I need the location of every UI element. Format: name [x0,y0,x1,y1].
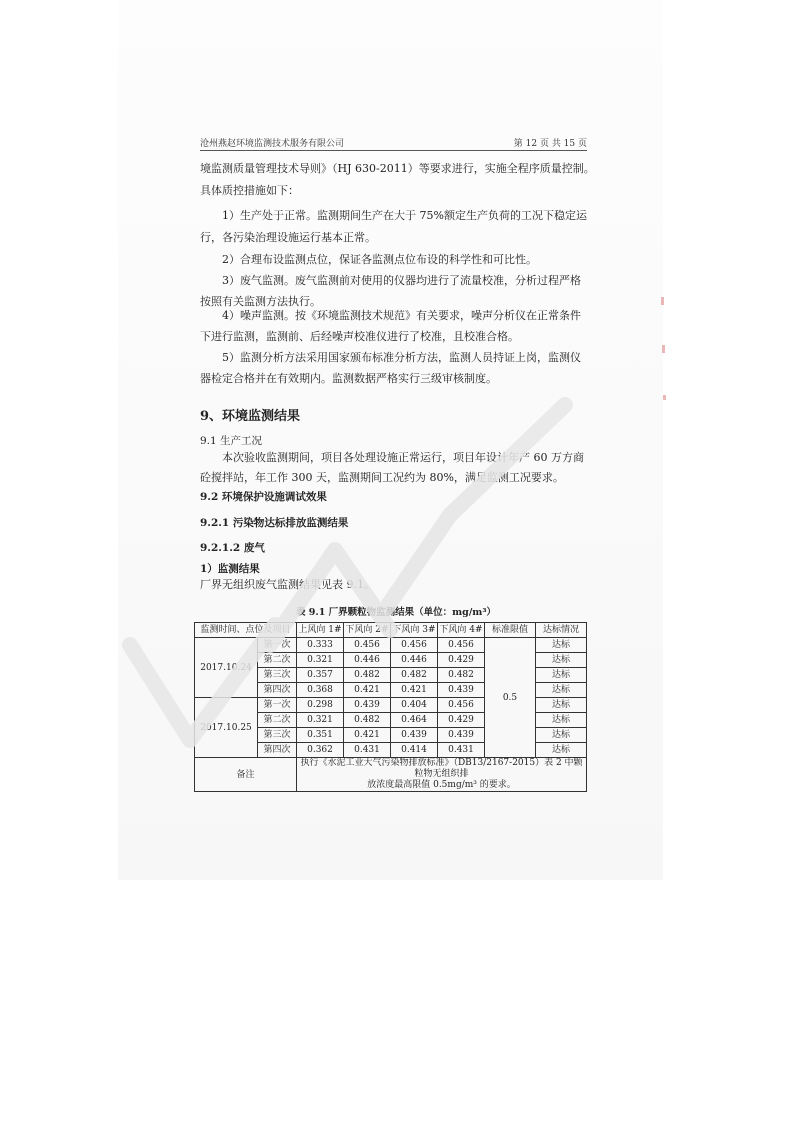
value-cell: 0.439 [438,683,485,698]
table-intro: 厂界无组织废气监测结果见表 9.1。 [200,578,375,591]
status-cell: 达标 [536,698,587,713]
header-cell: 监测时间、点位及项目 [195,623,297,638]
measure-2-line-1: 2）合理布设监测点位，保证各监测点位布设的科学性和可比性。 [222,253,537,266]
value-cell: 0.482 [344,668,391,683]
value-cell: 0.321 [297,713,344,728]
value-cell: 0.456 [438,638,485,653]
measure-5-line-1: 5）监测分析方法采用国家颁布标准分析方法，监测人员持证上岗，监测仪 [222,351,581,364]
value-cell: 0.298 [297,698,344,713]
remark-line-1: 执行《水泥工业大气污染物排放标准》（DB13/2167-2015）表 2 中颗粒物无组织排 [300,758,583,779]
remark-line-2: 放浓度最高限值 0.5mg/m³ 的要求。 [367,780,516,790]
value-cell: 0.414 [391,743,438,758]
value-cell: 0.421 [391,683,438,698]
run-cell: 第四次 [258,743,297,758]
value-cell: 0.351 [297,728,344,743]
run-cell: 第三次 [258,728,297,743]
section-9-2-heading: 9.2 环境保护设施调试效果 [200,491,327,503]
header-cell: 达标情况 [536,623,587,638]
run-cell: 第一次 [258,638,297,653]
scan-mark [661,297,664,305]
value-cell: 0.456 [344,638,391,653]
section-9-1-heading: 9.1 生产工况 [200,435,263,447]
limit-cell: 0.5 [485,638,536,758]
run-cell: 第二次 [258,653,297,668]
page-number: 第 12 页 共 15 页 [513,139,587,149]
value-cell: 0.446 [344,653,391,668]
measure-4-line-1: 4）噪声监测。按《环境监测技术规范》有关要求，噪声分析仪在正常条件 [222,309,581,322]
value-cell: 0.446 [391,653,438,668]
table-row [195,638,587,653]
table-remark-row [195,758,587,792]
value-cell: 0.421 [344,728,391,743]
value-cell: 0.357 [297,668,344,683]
value-cell: 0.456 [438,698,485,713]
company-name: 沧州燕赵环境监测技术服务有限公司 [200,139,345,149]
subsection-1-heading: 1）监测结果 [200,563,260,575]
value-cell: 0.333 [297,638,344,653]
measure-5-line-2: 器检定合格并在有效期内。监测数据严格实行三级审核制度。 [200,372,497,385]
date-cell: 2017.10.24 [195,638,258,698]
measure-3-line-2: 按照有关监测方法执行。 [200,295,321,308]
value-cell: 0.482 [391,668,438,683]
section-9-1-line-2: 砼搅拌站，年工作 300 天，监测期间工况约为 80%，满足监测工况要求。 [200,471,564,484]
status-cell: 达标 [536,683,587,698]
section-9-2-1-2-heading: 9.2.1.2 废气 [200,542,265,554]
section-9-heading: 9、环境监测结果 [200,409,301,424]
intro-line-2: 具体质控措施如下： [200,184,299,197]
run-cell: 第四次 [258,683,297,698]
value-cell: 0.464 [391,713,438,728]
run-cell: 第二次 [258,713,297,728]
remark-label: 备注 [195,758,297,792]
status-cell: 达标 [536,638,587,653]
scan-mark [662,345,665,353]
measure-4-line-2: 下进行监测，监测前、后经噪声校准仪进行了校准，且校准合格。 [200,330,519,343]
value-cell: 0.429 [438,653,485,668]
value-cell: 0.482 [344,713,391,728]
value-cell: 0.368 [297,683,344,698]
header-cell: 标准限值 [485,623,536,638]
header-cell: 下风向 4# [438,623,485,638]
measure-3-line-1: 3）废气监测。废气监测前对使用的仪器均进行了流量校准，分析过程严格 [222,274,581,287]
intro-line-1: 境监测质量管理技术导则》（HJ 630-2011）等要求进行，实施全程序质量控制。 [200,162,595,175]
value-cell: 0.439 [391,728,438,743]
status-cell: 达标 [536,728,587,743]
value-cell: 0.429 [438,713,485,728]
header-cell: 下风向 3# [391,623,438,638]
run-cell: 第一次 [258,698,297,713]
value-cell: 0.321 [297,653,344,668]
section-9-1-line-1: 本次验收监测期间，项目各处理设施正常运行，项目年设计年产 60 万方商 [222,451,584,464]
value-cell: 0.404 [391,698,438,713]
run-cell: 第三次 [258,668,297,683]
value-cell: 0.482 [438,668,485,683]
header-cell: 下风向 2# [344,623,391,638]
results-table [194,622,587,792]
value-cell: 0.431 [438,743,485,758]
page-header [200,136,587,151]
status-cell: 达标 [536,668,587,683]
remark-text [297,758,587,792]
header-cell: 上风向 1# [297,623,344,638]
value-cell: 0.456 [391,638,438,653]
section-9-2-1-heading: 9.2.1 污染物达标排放监测结果 [200,517,349,529]
value-cell: 0.439 [438,728,485,743]
scan-mark [663,395,666,400]
table-header-row [195,623,587,638]
status-cell: 达标 [536,713,587,728]
measure-1-line-1: 1）生产处于正常。监测期间生产在大于 75%额定生产负荷的工况下稳定运 [222,209,587,222]
value-cell: 0.362 [297,743,344,758]
date-cell: 2017.10.25 [195,698,258,758]
measure-1-line-2: 行，各污染治理设施运行基本正常。 [200,231,376,244]
table-caption: 表 9.1 厂界颗粒物监测结果（单位：mg/m³） [295,607,497,618]
status-cell: 达标 [536,743,587,758]
value-cell: 0.439 [344,698,391,713]
value-cell: 0.421 [344,683,391,698]
status-cell: 达标 [536,653,587,668]
value-cell: 0.431 [344,743,391,758]
